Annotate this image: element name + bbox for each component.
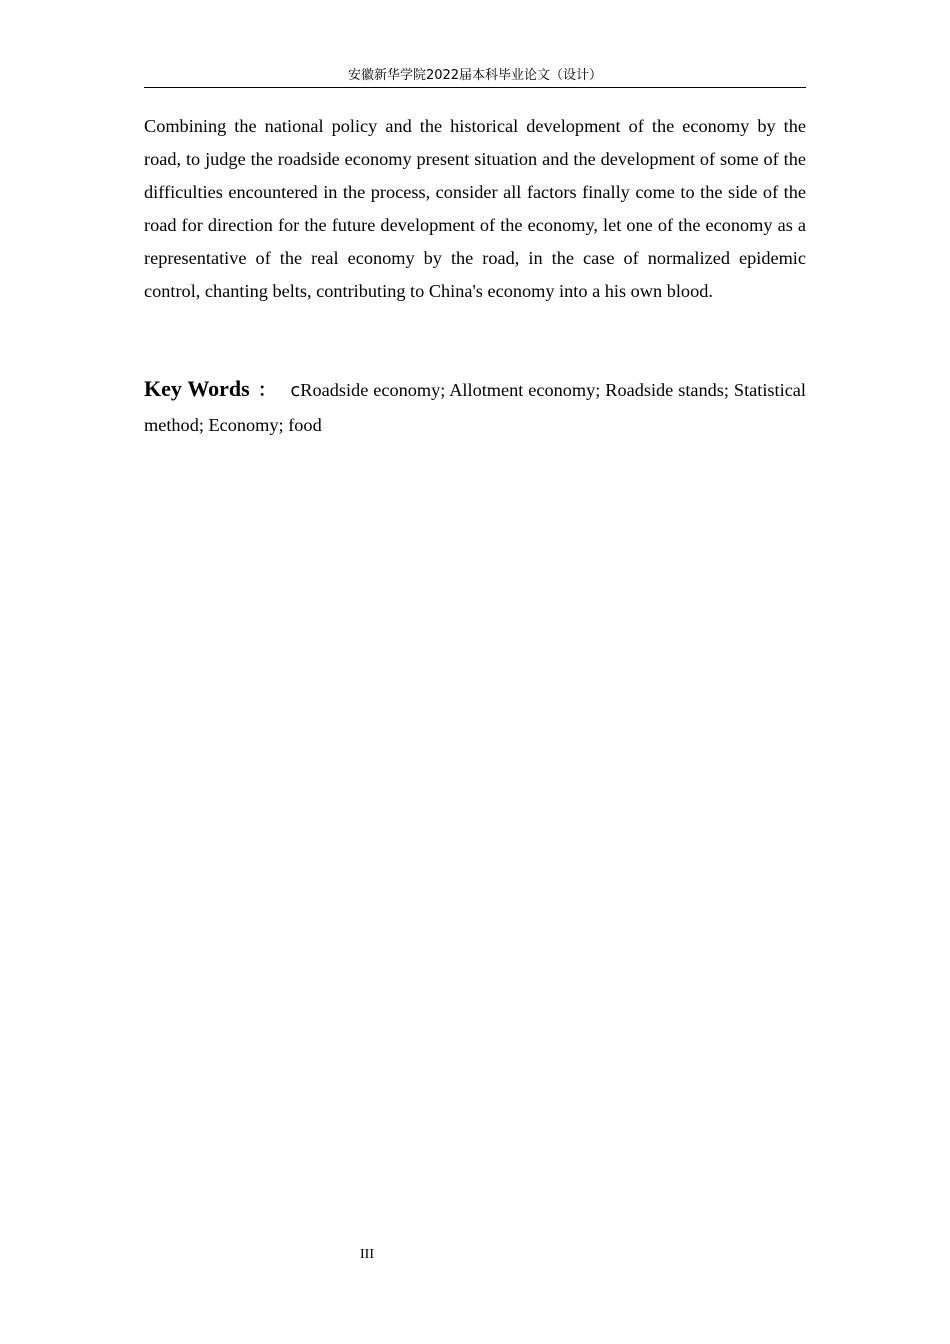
running-header: 安徽新华学院2022届本科毕业论文（设计） xyxy=(347,68,603,83)
page-number: III xyxy=(360,1247,374,1262)
keywords-label: Key Words xyxy=(144,376,250,401)
keywords-section xyxy=(144,372,806,442)
abstract-paragraph: Combining the national policy and the historical development of the economy by the road, to judge the roadside economy present situation and the development of some of the difficulties encountered in the process, consider all factors finally come to the side of the road for direction for the future development of the economy, let one of the economy as a representative of the real economy by the road, in the case of normalized epidemic control, chanting belts, contributing to China's economy into a his own blood. xyxy=(144,116,806,301)
keywords-colon: ： xyxy=(257,380,277,401)
keywords-prefix: c xyxy=(290,380,301,401)
header-rule xyxy=(144,87,806,88)
keywords-list: Roadside economy; Allotment economy; Roadside stands; Statistical method; Economy; food xyxy=(144,380,806,435)
